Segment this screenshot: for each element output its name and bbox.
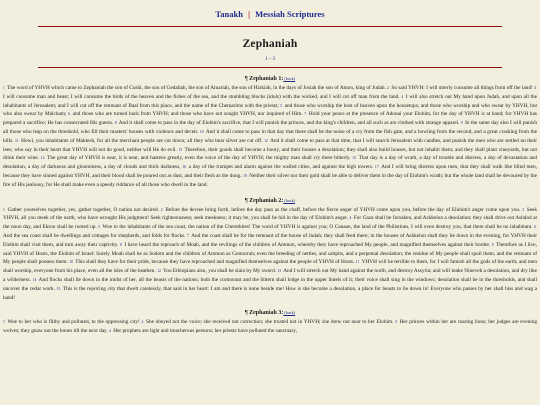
- chapter-heading-text: Zephaniah 2:: [249, 197, 284, 204]
- chapter-text: [3, 84, 537, 190]
- verse-text: Hold your peace at the presence of Adonai your Elohim, for the day of YHVH is at hand; for YHVH has prepared a sacrifice; He has consecrated His guests.: [3, 111, 537, 127]
- verse-number: 5: [280, 103, 283, 108]
- verse-text: Gather yourselves together, yes, gather together, O nation not desired.: [5, 206, 161, 213]
- verse-number: 12: [264, 138, 268, 143]
- verse-text: and those who worship the host of heaven upon the housetops; and those who worship and who swear by YHVH, but who also swear by Malcham;: [3, 102, 537, 118]
- verse-number: 9: [460, 121, 463, 126]
- chapter-heading-text: Zephaniah 1:: [249, 76, 284, 82]
- verse-number: 13: [277, 269, 282, 274]
- chapter-link-3[interactable]: 3: [272, 57, 275, 62]
- verse-number: 14: [32, 277, 37, 282]
- verse-text: Howl, you inhabitants of Maktesh, for all the merchant people are cut down; all they who bear silver are cut off.: [19, 137, 265, 144]
- verse-text: For Gaza shall be forsaken, and Ashkelon a desolation; they shall drive out Ashdod at the noon day, and Ekron shall be rooted up.: [3, 215, 537, 231]
- verse-number: 6: [68, 112, 71, 117]
- pilcrow-icon: ¶: [244, 310, 250, 317]
- verse-number: 10: [199, 129, 204, 134]
- pilcrow-icon: ¶: [244, 197, 250, 204]
- verse-text: Therefore as I live, said YHVH of Hosts, the Elohim of Israel: Surely Moab shall be as Sodom and the children of Ammon as Gomorrah; even the breeding of nettles, and saltpits, and a perpetual desolation; the residue of My people shall spoil them, and the remnant of My people shall possess them.: [3, 241, 537, 266]
- verse-text: Her princes within her are roaring lions; her judges are evening wolves; they gnaw not the bones till the next day.: [3, 319, 537, 335]
- verse-text: YHVH will be terrible to them, for I will famish all the gods of the earth; and men shall worship, everyone from his place, even all the isles of the heathen.: [3, 259, 537, 275]
- verse-number: 4: [401, 94, 404, 99]
- chapter-heading: [3, 198, 537, 204]
- verse-text: Woe to the inhabitants of the sea coast, the nation of the Cherethites! The word of YHVH is against you; O Canaan, the land of the Philistines, I will even destroy you, that there shall be no inhabitant.: [101, 224, 535, 231]
- verse-text: And I will bring distress upon men, that they shall walk like blind men, because they have sinned against YHVH, and their blood shall be poured out as dust, and their flesh as the dung.: [3, 164, 538, 179]
- verse-text: And the sea coast shall be dwellings and cottages for shepherds, and folds for flocks.: [3, 232, 188, 239]
- verse-number: 10: [69, 260, 73, 265]
- verse-text: a day of the trumpet and alarm against the walled cities, and against the high towers.: [186, 164, 375, 171]
- verse-number: 4: [349, 216, 352, 221]
- verse-text: That day is a day of wrath, a day of trouble and distress, a day of devastation and desolation, a day of darkness and gloominess, a day of clouds and thick darkness,: [3, 155, 538, 171]
- verse-text: and those who are turned back from YHVH; and those who have not sought YHVH, nor inquired of Him.: [71, 111, 305, 118]
- nav-separator: |: [248, 9, 250, 19]
- verse-number: 2: [387, 86, 390, 90]
- messiah-scriptures-link[interactable]: Messiah Scriptures: [255, 9, 325, 19]
- chapter-navigation: [0, 57, 540, 62]
- verse-number: 6: [534, 225, 536, 230]
- verse-text: And it shall come to pass in that day that there shall be the noise of a cry from the fish gate, and a howling from the second, and a great crashing from the hills.: [3, 128, 537, 144]
- chapter-heading-text: Zephaniah 3:: [249, 310, 284, 317]
- verse-text: She obeyed not the voice; she received not correction; she trusted not in YHVH; she drew not near to her Elohim.: [144, 319, 396, 326]
- verse-number: 4: [109, 329, 111, 334]
- back-link[interactable]: (back): [283, 310, 296, 316]
- verse-text: So said YHVH: I will utterly consume all things from off the land!: [390, 85, 535, 91]
- verse-number: 5: [98, 225, 101, 230]
- verse-number: 3: [522, 207, 524, 212]
- chapter-heading: [3, 310, 537, 316]
- chapter-section: [3, 198, 537, 303]
- verse-number: 1: [3, 320, 5, 325]
- divider: [38, 67, 502, 68]
- chapter-text: [3, 318, 537, 336]
- verse-number: 1: [3, 86, 5, 90]
- chapter-link-1[interactable]: 1: [265, 57, 268, 62]
- verse-number: 11: [355, 260, 360, 265]
- verse-text: The great day of YHVH is near, it is near, and hastens greatly, even the voice of the day of YHVH; the mighty man shall cry there bitterly.: [45, 155, 353, 162]
- verse-text: I will consume man and beast; I will consume the birds of the heaven and the fishes of the sea, and the stumbling blocks (idols) with the wicked, and I will cut off man from the land.: [3, 93, 402, 100]
- back-link[interactable]: (back): [283, 197, 296, 203]
- verse-number: 15: [56, 286, 61, 291]
- verse-number: 8: [119, 242, 122, 247]
- verse-text: And it shall come to pass in the day of Elohim's sacrifice, that I will punish the princes, and the king's children, and all such as are clothed with strange apparel.: [117, 120, 461, 127]
- verse-number: 17: [374, 165, 379, 170]
- verse-text: Before the decree bring forth, before the day pass as the chaff, before the fierce anger of YHVH come upon you, before the day of Elohim's anger come upon you.: [163, 206, 523, 213]
- verse-text: Her prophets are light and treacherous persons; her priests have polluted the sanctuary,: [111, 328, 297, 335]
- divider: [38, 26, 502, 27]
- verse-number: 2: [160, 207, 163, 212]
- verse-number: 8: [114, 121, 117, 126]
- verse-number: 7: [304, 112, 307, 117]
- verse-text: And it shall come to pass at that time, that I will search Jerusalem with candles, and punish the men who are settled on their lees; who say in their heart that YHVH will not do good, neither will He do evil.: [3, 137, 537, 153]
- top-navigation: [0, 0, 540, 23]
- chapter-section: [3, 310, 537, 336]
- verse-number: 12: [157, 269, 161, 274]
- verse-number: 1: [3, 207, 5, 212]
- verse-number: 18: [242, 173, 247, 178]
- page-title: Zephaniah: [242, 38, 298, 50]
- verse-text: And I will stretch out My hand against the north, and destroy Assyria; and will make Nineveh a desolation, and dry like a wilderness.: [3, 268, 538, 283]
- chapter-list: [0, 76, 540, 336]
- chapter-range-dash: –: [268, 57, 272, 62]
- verse-text: This shall they have for their pride, because they have reproached and magnified themselves against the people of YHVH of Hosts.: [73, 259, 356, 266]
- verse-number: 9: [491, 242, 494, 247]
- verse-number: 7: [187, 233, 189, 238]
- tanakh-link[interactable]: Tanakh: [215, 9, 243, 19]
- chapter-heading: [3, 76, 537, 82]
- verse-text: You Ethiopians also, you shall be slain by My sword.: [161, 268, 278, 275]
- verse-number: 2: [141, 320, 144, 325]
- verse-text: Seek YHVH, all you meek of the earth, who have wrought His judgment! Seek righteousness; seek meekness; it may be, you shall be hid in the day of Elohim's anger.: [3, 206, 537, 222]
- verse-text: Therefore, their goods shall become a booty, and their houses a desolation; they shall also build houses, but not inhabit them; and they shall plant vineyards, but not drink their wine.: [3, 146, 537, 162]
- verse-text: Neither their silver nor their gold shall be able to deliver them in the day of Elohim's wrath; but the whole land shall be devoured by the fire of His jealousy, for He shall make even a speedy riddance of all those who dwell in the land.: [3, 172, 537, 188]
- chapter-section: [3, 76, 537, 190]
- verse-text: Woe to her who is filthy and polluted, to the oppressing city!: [5, 319, 142, 326]
- verse-number: 3: [534, 86, 536, 90]
- verse-text: The word of YHVH which came to Zephaniah the son of Cushi, the son of Gedaliah, the son of Amariah, the son of Hizkiah, in the days of Josiah the son of Amon, king of Judah.: [5, 85, 388, 91]
- verse-text: And flocks shall lie down in the midst of her, all the beasts of the nations; both the cormorant and the bittern shall lodge in the upper lintels of it; their voice shall sing in the windows; desolation shall be in the thresholds, and shall uncover the cedar work.: [3, 276, 537, 292]
- verse-number: 15: [352, 156, 357, 161]
- verse-number: 13: [178, 147, 183, 152]
- verse-text: In the same day also I will punish all those who leap on the threshold, who fill their masters' houses with violence and deceit.: [3, 120, 537, 135]
- verse-text: I have heard the reproach of Moab, and the revilings of the children of Ammon, whereby they have reproached My people, and magnified themselves against their border.: [122, 241, 492, 248]
- back-link[interactable]: (back): [283, 76, 296, 81]
- verse-number: 11: [14, 138, 19, 143]
- verse-text: This is the rejoicing city that dwelt carelessly, that said in her heart: I am and there is none beside me! How is she become a desolation, a place for beasts to lie down in! Everyone who passes by her shall hiss and wag a hand!: [3, 285, 537, 301]
- verse-text: I will also stretch out My hand upon Judah, and upon all the inhabitants of Jerusalem; and I will cut off the remnant of Baal from this place, and the name of the Chemarims with the priests;: [3, 93, 537, 109]
- verse-number: 16: [182, 165, 186, 170]
- pilcrow-icon: ¶: [244, 76, 250, 82]
- verse-text: And the coast shall be for the remnant of the house of Judah; they shall feed there; in the houses of Ashkelon shall they lie down in the evening, for YHVH their Elohim shall visit them, and turn away their captivity.: [3, 232, 538, 248]
- verse-number: 14: [40, 156, 45, 161]
- verse-number: 3: [395, 320, 397, 325]
- chapter-text: [3, 206, 537, 303]
